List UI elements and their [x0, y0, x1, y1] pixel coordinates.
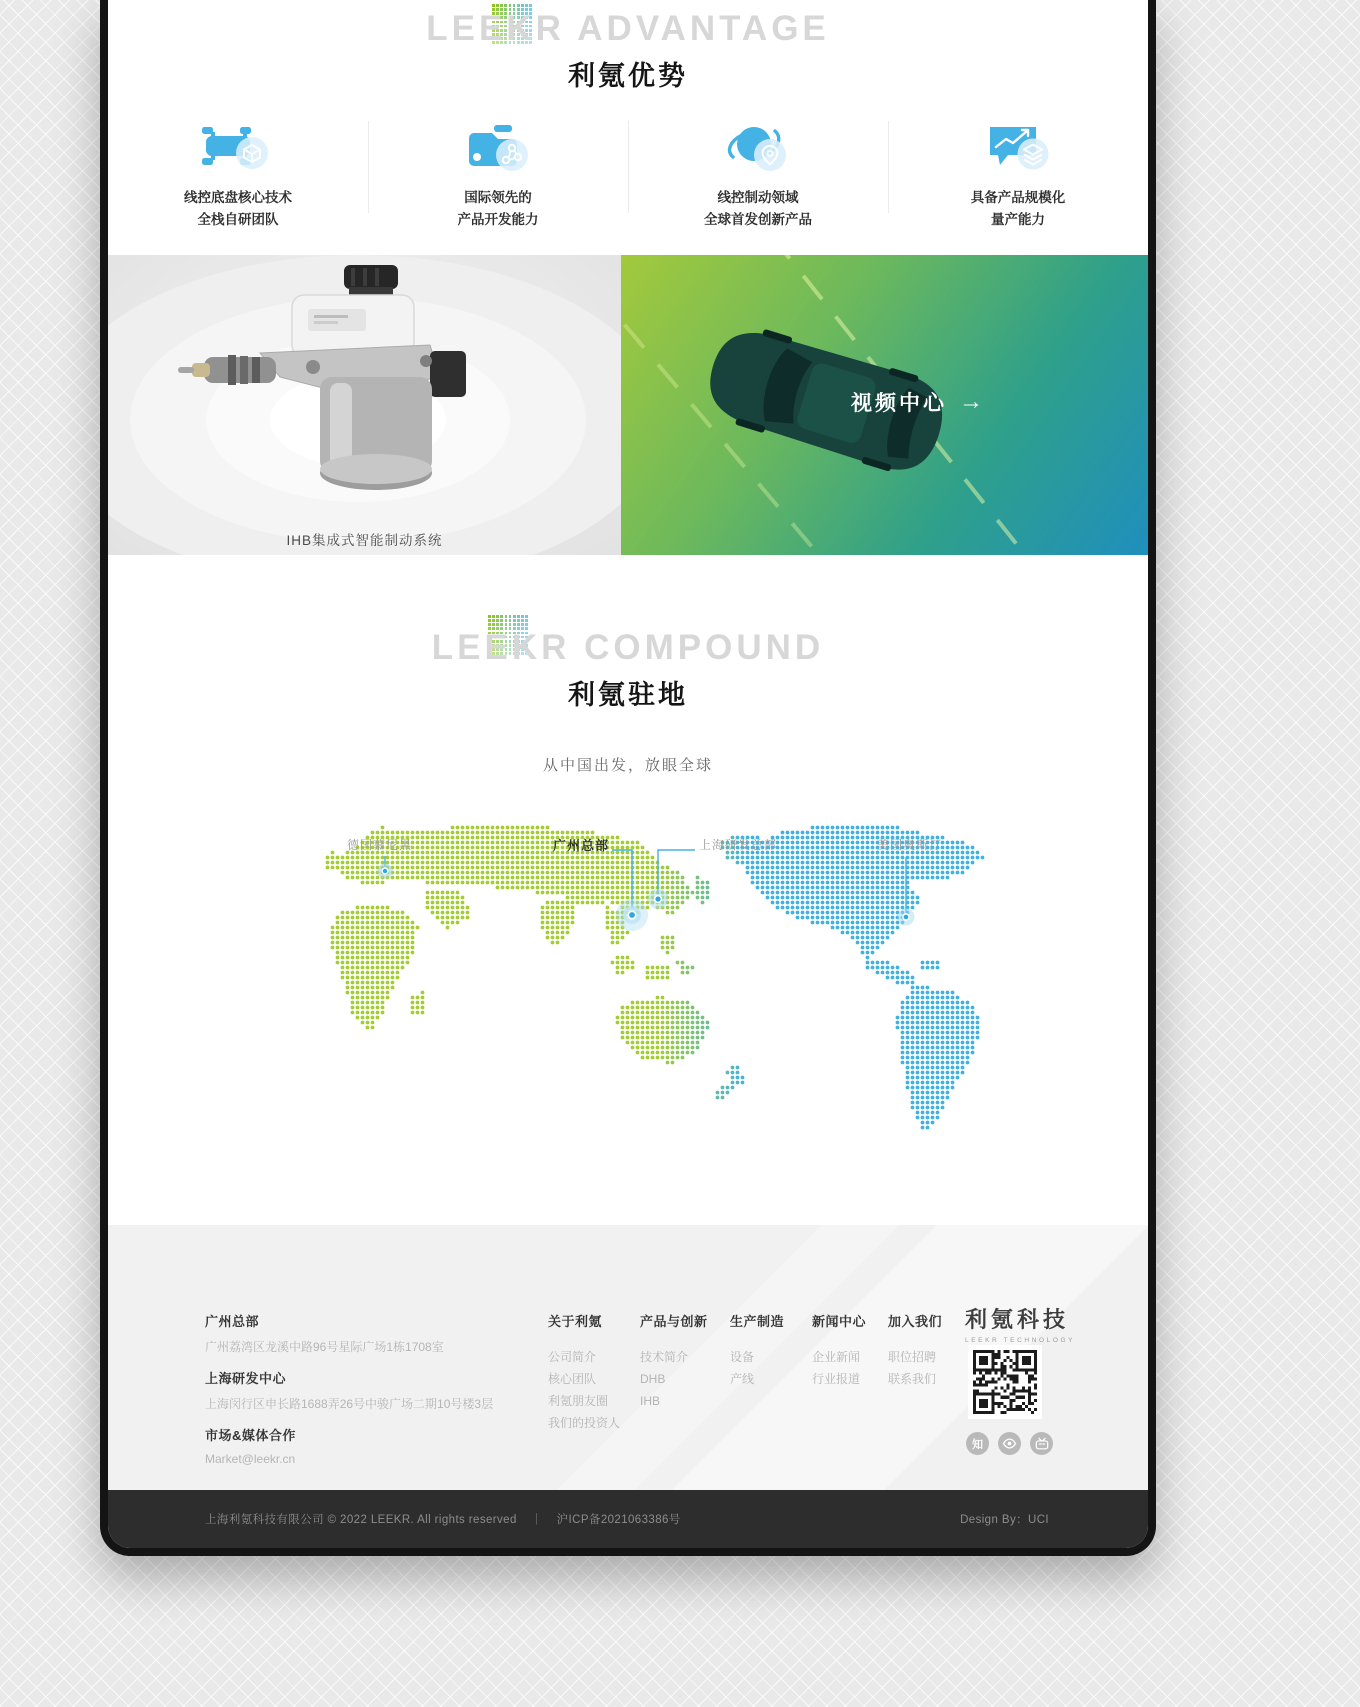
- feature-text: 线控制动领域: [717, 190, 799, 205]
- compound-section: [108, 555, 1148, 1225]
- feature-row: [108, 113, 1148, 231]
- nav-link[interactable]: 企业新闻: [812, 1350, 861, 1364]
- nav-link[interactable]: 职位招聘: [888, 1350, 937, 1364]
- nav-col-title: 关于利氪: [548, 1314, 603, 1329]
- nav-col-title: 加入我们: [888, 1314, 943, 1329]
- ecu-icon: [368, 113, 628, 179]
- compound-subtitle: 从中国出发，放眼全球: [542, 757, 713, 774]
- nav-link[interactable]: 产线: [730, 1372, 755, 1386]
- feature-innovation: [628, 113, 888, 231]
- contact-email[interactable]: Market@leekr.cn: [205, 1452, 296, 1466]
- tv-icon[interactable]: [1030, 1432, 1053, 1455]
- nav-link[interactable]: 公司简介: [548, 1350, 597, 1364]
- feature-mass-production: [888, 113, 1148, 231]
- qr-code: [968, 1345, 1042, 1419]
- logo-en: LEEKR TECHNOLOGY: [965, 1337, 1076, 1344]
- map-marker-guangzhou: [616, 899, 648, 931]
- feature-text: 量产能力: [991, 212, 1045, 227]
- scale-icon: [888, 113, 1148, 179]
- arrow-right-icon: →: [959, 388, 983, 415]
- map-marker-munich: [378, 864, 393, 879]
- feature-text: 国际领先的: [464, 190, 532, 205]
- nav-link[interactable]: 联系我们: [888, 1372, 937, 1386]
- browser-page-frame: [100, 0, 1156, 1556]
- advantage-section: [108, 0, 1148, 255]
- video-eye-icon[interactable]: [998, 1432, 1021, 1455]
- leekr-page: [108, 0, 1148, 1548]
- nav-link[interactable]: 行业报道: [812, 1372, 861, 1386]
- social-icons: [966, 1432, 1053, 1455]
- office-title: 市场&媒体合作: [205, 1428, 296, 1443]
- product-caption: IHB集成式智能制动系统: [286, 533, 443, 548]
- nav-link[interactable]: 设备: [730, 1350, 755, 1364]
- showcase-section: [108, 255, 1148, 555]
- office-shanghai: [205, 1368, 515, 1412]
- feature-text: 产品开发能力: [457, 212, 539, 227]
- footer-offices: [205, 1311, 515, 1479]
- office-title: 上海研发中心: [205, 1371, 287, 1386]
- nav-col-about: [548, 1311, 640, 1434]
- advantage-title-en: LEEKR ADVANTAGE: [426, 9, 830, 48]
- copyright-bar: [108, 1490, 1148, 1548]
- design-by: Design By：UCI: [960, 1514, 1049, 1526]
- office-address: 广州荔湾区龙溪中路96号星际广场1栋1708室: [205, 1340, 444, 1354]
- map-label-guangzhou: 广州总部: [553, 838, 610, 853]
- chassis-icon: [108, 113, 368, 179]
- nav-col-title: 生产制造: [730, 1314, 785, 1329]
- feature-text: 具备产品规模化: [970, 190, 1066, 205]
- nav-link[interactable]: 技术简介: [640, 1350, 689, 1364]
- icp-number: 沪ICP备2021063386号: [556, 1514, 681, 1526]
- world-map: [265, 820, 1045, 1150]
- feature-text: 全栈自研团队: [197, 212, 279, 227]
- copyright: 上海利氪科技有限公司 © 2022 LEEKR. All rights reserved: [205, 1514, 517, 1526]
- feature-development: [368, 113, 628, 231]
- map-marker-shanghai: [648, 889, 668, 909]
- nav-link[interactable]: DHB: [640, 1372, 666, 1386]
- nav-link[interactable]: 我们的投资人: [548, 1416, 621, 1430]
- office-address: 上海闵行区申长路1688弄26号中骏广场二期10号楼3层: [205, 1397, 494, 1411]
- nav-col-title: 产品与创新: [640, 1314, 708, 1329]
- nav-col-title: 新闻中心: [812, 1314, 867, 1329]
- map-dots: [326, 826, 985, 1130]
- video-panel[interactable]: [621, 255, 1148, 555]
- office-guangzhou: [205, 1311, 515, 1355]
- nav-col-manufacturing: [730, 1311, 812, 1434]
- video-center-link[interactable]: [851, 387, 983, 417]
- globe-icon: [628, 113, 888, 179]
- nav-col-news: [812, 1311, 888, 1434]
- nav-link[interactable]: IHB: [640, 1394, 661, 1408]
- feature-text: 线控底盘核心技术: [184, 190, 292, 205]
- map-label-shanghai: 上海研发总部: [699, 838, 778, 852]
- nav-link[interactable]: 核心团队: [548, 1372, 597, 1386]
- footer-brand-logo: [965, 1303, 1075, 1344]
- map-label-austin: 美国奥斯汀: [877, 838, 943, 852]
- nav-link[interactable]: 利氪朋友圈: [548, 1394, 609, 1408]
- nav-col-products: [640, 1311, 730, 1434]
- product-panel[interactable]: [108, 255, 621, 555]
- compound-title-zh: 利氪驻地: [568, 680, 688, 710]
- divider: ｜: [530, 1514, 543, 1526]
- logo-zh: 利氪科技: [965, 1307, 1070, 1332]
- office-title: 广州总部: [205, 1314, 260, 1329]
- office-media: [205, 1425, 515, 1466]
- product-image: [108, 255, 621, 555]
- page-footer: [108, 1225, 1148, 1490]
- compound-title-en: LEEKR COMPOUND: [431, 628, 825, 667]
- copyright-text: [205, 1511, 681, 1527]
- footer-nav: [548, 1311, 978, 1434]
- zhihu-icon[interactable]: 知: [966, 1432, 989, 1455]
- feature-chassis: [108, 113, 368, 231]
- advantage-title-zh: 利氪优势: [568, 61, 688, 91]
- feature-text: 全球首发创新产品: [704, 212, 812, 227]
- map-label-munich: 德国慕尼黑: [347, 838, 413, 852]
- video-center-label: 视频中心: [851, 392, 947, 415]
- map-marker-austin: [898, 909, 915, 926]
